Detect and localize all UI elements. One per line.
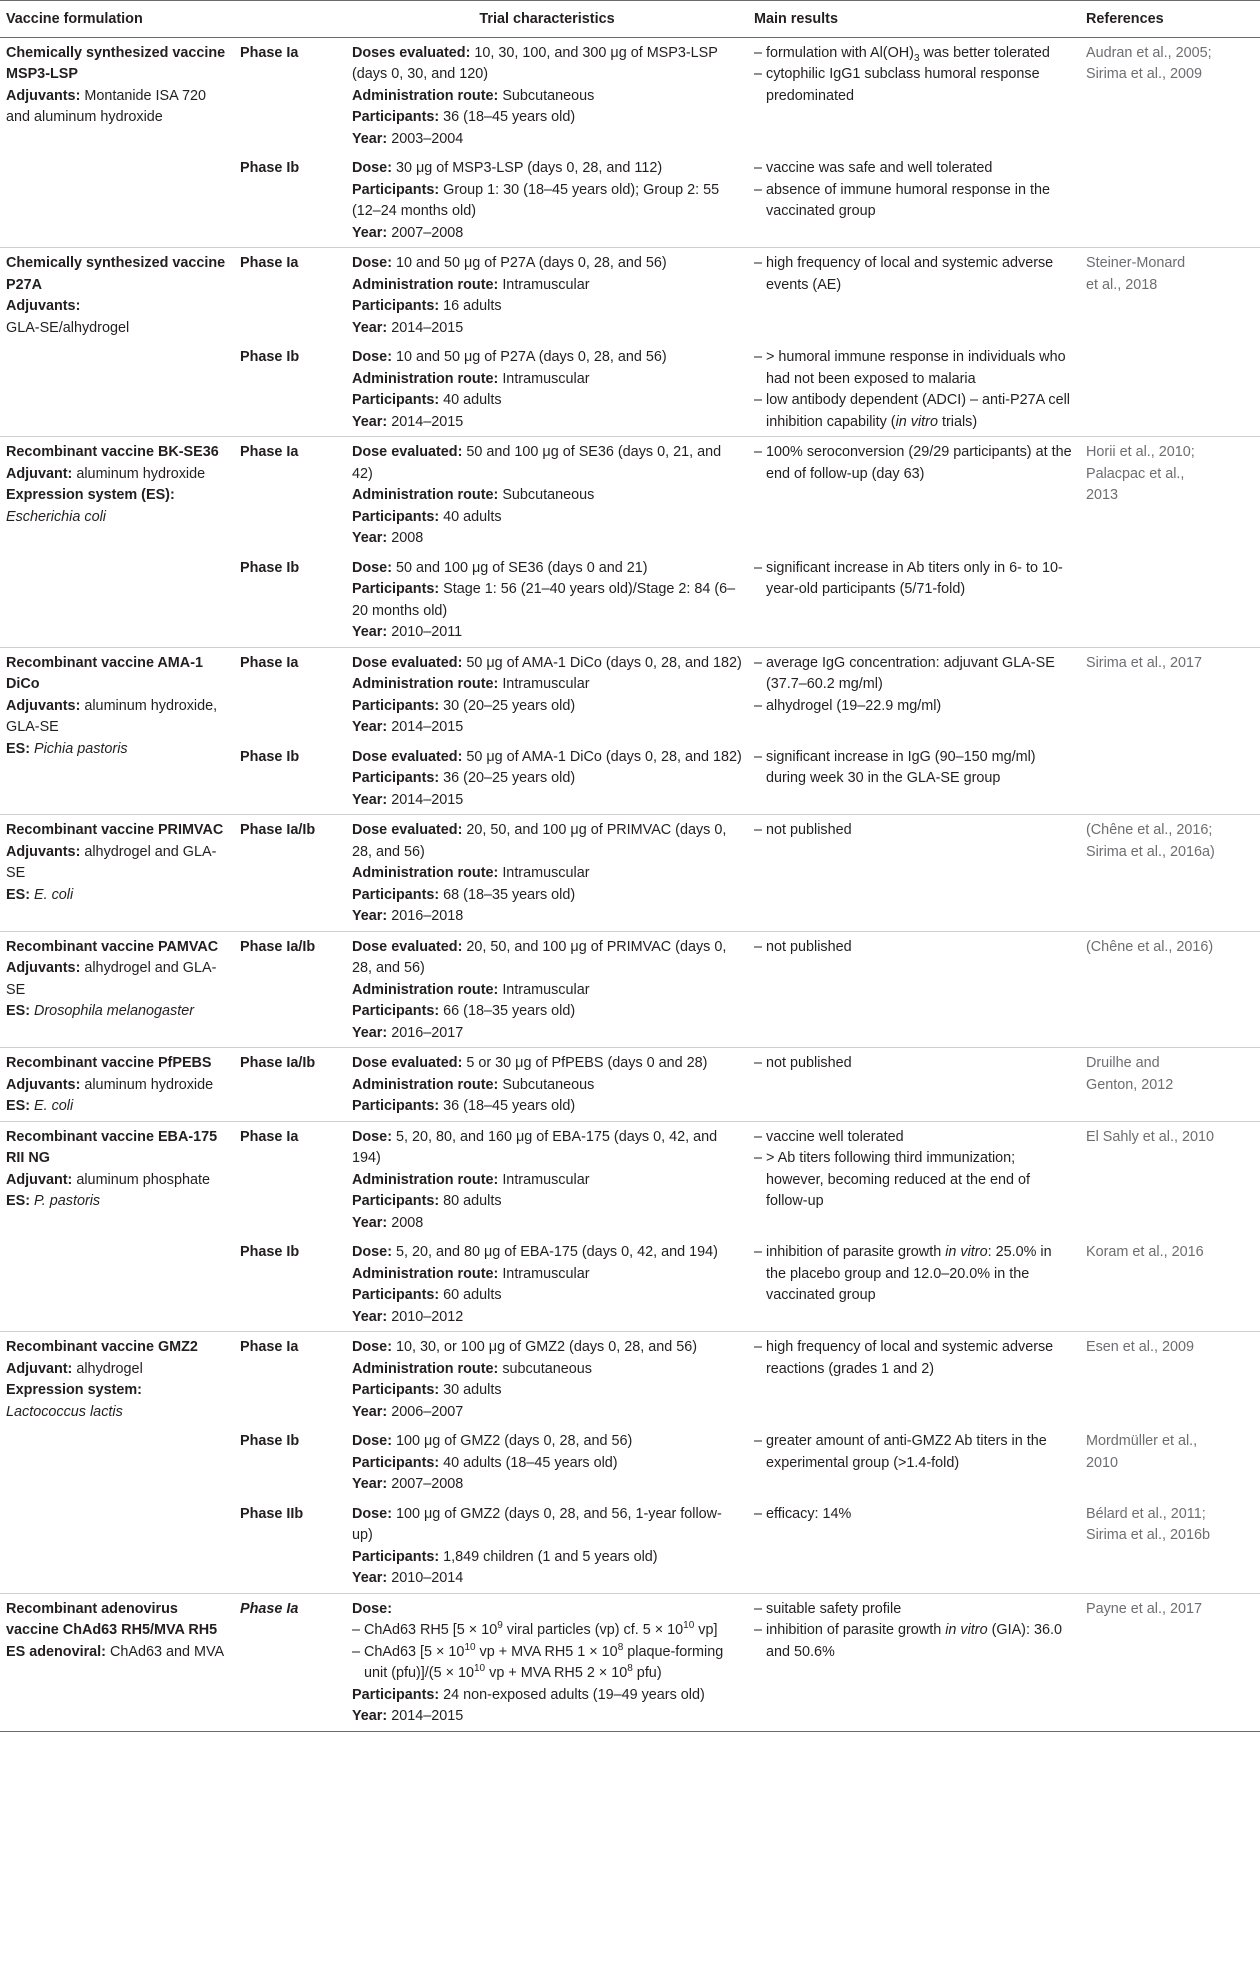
results-cell: – greater amount of anti-GMZ2 Ab titers in the experimental group (>1.4-fold)	[754, 1433, 1047, 1471]
phase-label: Phase Ia	[234, 1121, 346, 1237]
trial-cell: Doses evaluated: 10, 30, 100, and 300 μg of MSP3-LSP (days 0, 30, and 120) Administration route: Subcutaneous Participants: 36 (18–45 years old) Year: 2003–2004	[346, 37, 748, 153]
phase-label: Phase Ib	[240, 1244, 300, 1260]
formulation-cell: Recombinant vaccine PfPEBS Adjuvants: aluminum hydroxide ES: E. coli	[0, 1048, 234, 1122]
table-row	[0, 815, 1260, 932]
table-row	[0, 437, 1260, 553]
references-cell: Bélard et al., 2011; Sirima et al., 2016b	[1086, 1505, 1210, 1543]
results-cell: – not published	[748, 931, 1080, 1048]
results-cell: – not published	[748, 1048, 1080, 1122]
phase-label: Phase Ia	[234, 1593, 346, 1731]
header-formulation: Vaccine formulation	[0, 1, 234, 38]
phase-label: Phase IIb	[240, 1505, 304, 1522]
table-row	[0, 647, 1260, 742]
formulation-cell: Recombinant adenovirus vaccine ChAd63 RH5/MVA RH5 ES adenoviral: ChAd63 and MVA	[0, 1593, 234, 1731]
results-cell: – inhibition of parasite growth in vitro: 25.0% in the placebo group and 12.0–20.0% in the vaccinated group	[754, 1244, 1052, 1303]
trial-cell: Dose evaluated: 20, 50, and 100 μg of PRIMVAC (days 0, 28, and 56) Administration route: Intramuscular Participants: 66 (18–35 years old) Year: 2016–2017	[346, 931, 748, 1048]
trial-cell: Dose evaluated: 5 or 30 μg of PfPEBS (days 0 and 28) Administration route: Subcutaneous Participants: 36 (18–45 years old)	[346, 1048, 748, 1122]
trial-cell: Dose: – ChAd63 RH5 [$5 \times 10^9$ viral particles (vp) cf. $5 \times 10^{10}$ vp] – ChAd63 [$5 \times 10^{10}$ vp + MVA RH5 $1 \times 10^8$ plaque-forming unit $(pfu)]/(5 \times 10^{10}$ vp + MVA RH5 $2 \times 10^8$ pfu) Participants: 24 non-exposed adults (19–49 years old) Year: 2014–2015	[346, 1593, 748, 1731]
formulation-cell: Recombinant vaccine GMZ2 Adjuvant: alhydrogel Expression system: Lactococcus lactis	[0, 1332, 234, 1594]
formulation-cell: Chemically synthesized vaccine P27A Adjuvants: GLA-SE/alhydrogel	[0, 248, 234, 437]
results-cell: – significant increase in IgG (90–150 mg/ml) during week 30 in the GLA-SE group	[754, 748, 1036, 786]
references-cell: Mordmüller et al., 2010	[1086, 1433, 1198, 1471]
phase-label: Phase Ib	[240, 559, 300, 576]
results-cell: – average IgG concentration: adjuvant GLA-SE (37.7–60.2 mg/ml) – alhydrogel (19–22.9 mg/ml)	[748, 647, 1080, 742]
header-phase	[234, 1, 346, 38]
phase-label: Phase Ia	[234, 647, 346, 742]
phase-label: Phase Ia/Ib	[234, 815, 346, 932]
header-references: References	[1080, 1, 1260, 38]
phase-label: Phase Ib	[240, 1433, 300, 1449]
header-results: Main results	[748, 1, 1080, 38]
table-header-row	[0, 1, 1260, 38]
trial-cell: Dose evaluated: 50 and 100 μg of SE36 (days 0, 21, and 42) Administration route: Subcutaneous Participants: 40 adults Year: 2008	[346, 437, 748, 553]
phase-label: Phase Ia	[234, 37, 346, 153]
trial-cell: Dose evaluated: 20, 50, and 100 μg of PRIMVAC (days 0, 28, and 56) Administration route: Intramuscular Participants: 68 (18–35 years old) Year: 2016–2018	[346, 815, 748, 932]
table-row	[0, 931, 1260, 1048]
references-cell: Sirima et al., 2017	[1080, 647, 1260, 815]
trial-cell: Dose: 10 and 50 μg of P27A (days 0, 28, and 56) Administration route: Intramuscular Participants: 40 adults Year: 2014–2015	[352, 349, 667, 430]
references-cell: (Chêne et al., 2016)	[1080, 931, 1260, 1048]
trial-cell: Dose evaluated: 50 μg of AMA-1 DiCo (days 0, 28, and 182) Administration route: Intramuscular Participants: 30 (20–25 years old) Year: 2014–2015	[346, 647, 748, 742]
phase-label: Phase Ia/Ib	[234, 1048, 346, 1122]
table-row	[0, 1593, 1260, 1731]
references-cell: Esen et al., 2009	[1080, 1332, 1260, 1427]
table-row	[0, 1048, 1260, 1122]
phase-label: Phase Ia/Ib	[234, 931, 346, 1048]
results-cell: – efficacy: 14%	[754, 1505, 852, 1522]
references-cell: Steiner-Monard et al., 2018	[1080, 248, 1260, 437]
phase-label: Phase Ib	[240, 160, 300, 176]
trial-cell: Dose: 10 and 50 μg of P27A (days 0, 28, and 56) Administration route: Intramuscular Participants: 16 adults Year: 2014–2015	[346, 248, 748, 343]
results-cell: – 100% seroconversion (29/29 participants) at the end of follow-up (day 63)	[748, 437, 1080, 553]
table-row	[0, 37, 1260, 153]
results-cell: – not published	[748, 815, 1080, 932]
references-cell: Payne et al., 2017	[1080, 1593, 1260, 1731]
phase-label: Phase Ia	[234, 437, 346, 553]
phase-label: Phase Ia	[234, 248, 346, 343]
table-row	[0, 1332, 1260, 1427]
trial-cell: Dose: 5, 20, 80, and 160 μg of EBA-175 (days 0, 42, and 194) Administration route: Intramuscular Participants: 80 adults Year: 2008	[346, 1121, 748, 1237]
formulation-cell: Chemically synthesized vaccine MSP3-LSP Adjuvants: Montanide ISA 720 and aluminum hydroxide	[0, 37, 234, 248]
table-row	[0, 248, 1260, 343]
formulation-cell: Recombinant vaccine EBA-175 RII NG Adjuvant: aluminum phosphate ES: P. pastoris	[0, 1121, 234, 1332]
references-cell: El Sahly et al., 2010	[1080, 1121, 1260, 1237]
trial-cell: Dose: 30 μg of MSP3-LSP (days 0, 28, and 112) Participants: Group 1: 30 (18–45 years old); Group 2: 55 (12–24 months old) Year: 2007–2008	[352, 160, 720, 241]
trial-cell: Dose evaluated: 50 μg of AMA-1 DiCo (days 0, 28, and 182) Participants: 36 (20–25 years old) Year: 2014–2015	[352, 748, 742, 808]
formulation-cell: Recombinant vaccine BK-SE36 Adjuvant: aluminum hydroxide Expression system (ES): Escherichia coli	[0, 437, 234, 648]
phase-label: Phase Ia	[234, 1332, 346, 1427]
results-cell: – suitable safety profile – inhibition of parasite growth in vitro (GIA): 36.0 and 50.6%	[748, 1593, 1080, 1731]
table-row	[0, 1121, 1260, 1237]
trial-cell: Dose: 100 μg of GMZ2 (days 0, 28, and 56) Participants: 40 adults (18–45 years old) Year: 2007–2008	[352, 1433, 633, 1492]
trial-cell: Dose: 50 and 100 μg of SE36 (days 0 and 21) Participants: Stage 1: 56 (21–40 years old)/Stage 2: 84 (6–20 months old) Year: 2010–2011	[352, 559, 736, 640]
phase-label: Phase Ib	[240, 748, 300, 765]
results-cell: – vaccine well tolerated – > Ab titers following third immunization; however, becoming reduced at the end of follow-up	[748, 1121, 1080, 1237]
references-cell: Audran et al., 2005; Sirima et al., 2009	[1080, 37, 1260, 248]
results-cell: – significant increase in Ab titers only in 6- to 10-year-old participants (5/71-fold)	[754, 559, 1063, 597]
formulation-cell: Recombinant vaccine PAMVAC Adjuvants: alhydrogel and GLA-SE ES: Drosophila melanogaster	[0, 931, 234, 1048]
formulation-cell: Recombinant vaccine AMA-1 DiCo Adjuvants: aluminum hydroxide, GLA-SE ES: Pichia pastoris	[0, 647, 234, 815]
trial-cell: Dose: 5, 20, and 80 μg of EBA-175 (days 0, 42, and 194) Administration route: Intramuscular Participants: 60 adults Year: 2010–2012	[352, 1244, 718, 1325]
results-cell: – vaccine was safe and well tolerated – absence of immune humoral response in the vaccinated group	[754, 160, 1050, 219]
results-cell: – high frequency of local and systemic adverse reactions (grades 1 and 2)	[748, 1332, 1080, 1427]
references-cell: Horii et al., 2010; Palacpac et al., 2013	[1080, 437, 1260, 648]
results-cell: – high frequency of local and systemic adverse events (AE)	[748, 248, 1080, 343]
results-cell: – > humoral immune response in individuals who had not been exposed to malaria – low antibody dependent (ADCI) – anti-P27A cell inhibition capability (in vitro trials)	[754, 349, 1070, 430]
references-cell: (Chêne et al., 2016; Sirima et al., 2016a)	[1080, 815, 1260, 932]
trial-cell: Dose: 10, 30, or 100 μg of GMZ2 (days 0, 28, and 56) Administration route: subcutaneous Participants: 30 adults Year: 2006–2007	[346, 1332, 748, 1427]
phase-label: Phase Ib	[240, 349, 300, 365]
trial-cell: Dose: 100 μg of GMZ2 (days 0, 28, and 56, 1-year follow-up) Participants: 1,849 children (1 and 5 years old) Year: 2010–2014	[352, 1505, 722, 1586]
formulation-cell: Recombinant vaccine PRIMVAC Adjuvants: alhydrogel and GLA-SE ES: E. coli	[0, 815, 234, 932]
references-cell: Koram et al., 2016	[1086, 1244, 1204, 1260]
references-cell: Druilhe and Genton, 2012	[1080, 1048, 1260, 1122]
results-cell: – formulation with $Al(OH)_3$ was better tolerated – cytophilic IgG1 subclass humoral response predominated	[748, 37, 1080, 153]
header-trial: Trial characteristics	[346, 1, 748, 38]
